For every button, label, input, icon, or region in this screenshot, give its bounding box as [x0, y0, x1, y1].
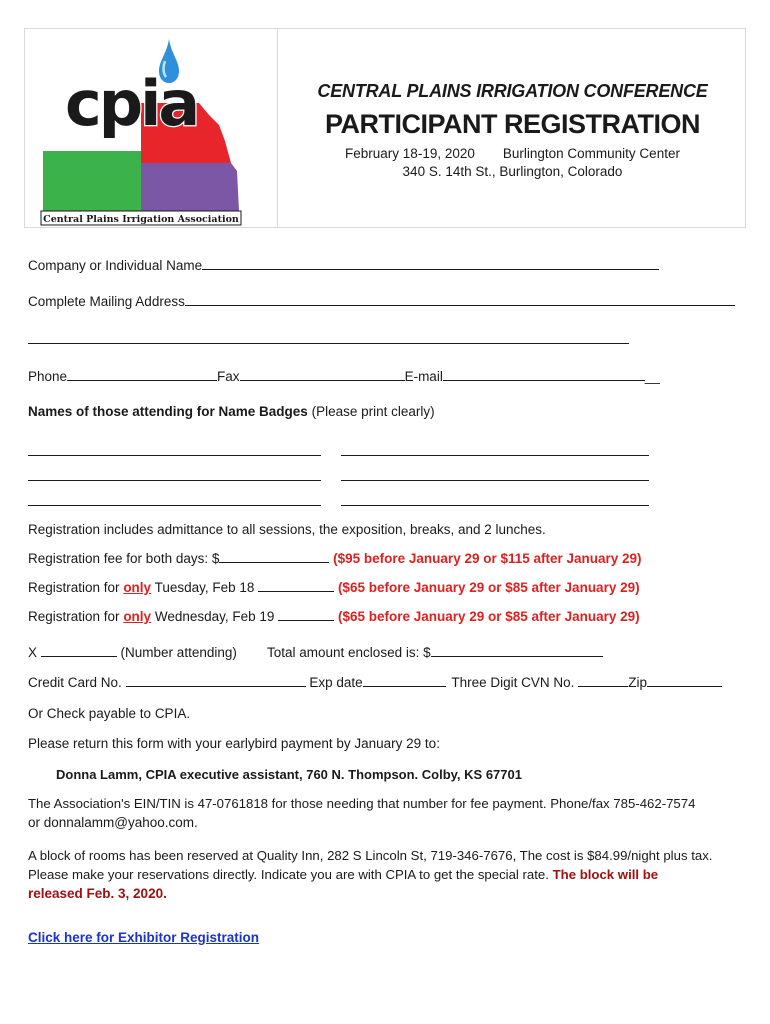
logo-association-name: Central Plains Irrigation Association	[43, 214, 239, 225]
page-title: PARTICIPANT REGISTRATION	[325, 109, 700, 139]
badge-name-line-2[interactable]	[341, 455, 649, 456]
exp-label: Exp date	[309, 675, 363, 690]
wednesday-row	[28, 607, 640, 626]
block-release-note: The block will be	[552, 867, 659, 882]
return-text: Please return this form with your earlybird payment by January 29 to:	[28, 736, 440, 751]
logo-kansas-shape	[141, 163, 239, 211]
email-field[interactable]	[443, 367, 645, 381]
mailing-address-line-2[interactable]	[28, 343, 629, 344]
conference-venue: Burlington Community Center	[502, 146, 680, 161]
tuesday-row	[28, 578, 640, 597]
wednesday-price: ($65 before January 29 or $85 after January 29)	[337, 609, 640, 624]
badges-heading	[28, 403, 435, 421]
block-release-date: released Feb. 3, 2020.	[28, 886, 167, 901]
attending-row	[28, 643, 237, 662]
cvn-field[interactable]	[578, 673, 628, 687]
phone-field[interactable]	[67, 367, 217, 381]
badge-name-line-3[interactable]	[28, 480, 321, 481]
phone-label: Phone	[28, 369, 68, 384]
cc-number-field[interactable]	[126, 673, 306, 687]
tuesday-label: Tuesday, Feb 18	[154, 580, 255, 595]
badges-label: Names of those attending for Name Badges	[28, 404, 308, 419]
mailing-address-field[interactable]	[185, 292, 735, 306]
zip-label: Zip	[628, 675, 647, 690]
tuesday-price: ($65 before January 29 or $85 after January 29)	[337, 580, 640, 595]
registration-includes: Registration includes admittance to all sessions, the exposition, breaks, and 2 lunches.	[28, 522, 546, 537]
badges-note: (Please print clearly)	[311, 404, 435, 419]
number-attending-label: (Number attending)	[120, 645, 237, 660]
both-days-amount-field[interactable]	[219, 549, 329, 563]
total-row	[267, 643, 603, 662]
badge-name-line-5[interactable]	[28, 505, 321, 506]
both-days-label: Registration fee for both days: $	[28, 551, 220, 566]
badge-name-line-1[interactable]	[28, 455, 321, 456]
ein-line-1: The Association's EIN/TIN is 47-0761818 for those needing that number for fee payment. Phone/fax 785-462-7574	[28, 796, 696, 811]
contact-row	[28, 367, 660, 386]
check-text: Or Check payable to CPIA.	[28, 706, 191, 721]
mailing-row	[28, 292, 735, 311]
logo-letters: cpia	[65, 67, 198, 140]
conference-name: CENTRAL PLAINS IRRIGATION CONFERENCE	[317, 81, 708, 101]
venue-address: 340 S. 14th St., Burlington, Colorado	[402, 164, 623, 179]
wednesday-amount-field[interactable]	[278, 607, 334, 621]
wednesday-only: only	[123, 609, 152, 624]
tuesday-reg-for: Registration for	[28, 580, 120, 595]
hotel-instructions: Please make your reservations directly. Indicate you are with CPIA to get the special rate.	[28, 867, 549, 882]
logo-colorado-shape	[43, 151, 141, 211]
wednesday-reg-for: Registration for	[28, 609, 120, 624]
exhibitor-registration-link[interactable]: Click here for Exhibitor Registration	[28, 930, 260, 945]
badge-name-line-6[interactable]	[341, 505, 649, 506]
fax-field[interactable]	[240, 367, 405, 381]
tuesday-only: only	[123, 580, 152, 595]
badge-name-line-4[interactable]	[341, 480, 649, 481]
hotel-line-1: A block of rooms has been reserved at Quality Inn, 282 S Lincoln St, 719-346-7676, The cost is $84.99/night plus tax.	[28, 848, 713, 863]
total-amount-field[interactable]	[431, 643, 603, 657]
number-attending-field[interactable]	[41, 643, 117, 657]
company-label: Company or Individual Name	[28, 258, 203, 273]
contact-address: Donna Lamm, CPIA executive assistant, 760 N. Thompson. Colby, KS 67701	[56, 767, 522, 782]
date-venue-line	[278, 146, 747, 161]
company-field[interactable]	[202, 256, 659, 270]
hotel-line-2	[28, 866, 658, 884]
tuesday-amount-field[interactable]	[258, 578, 334, 592]
wednesday-label: Wednesday, Feb 19	[154, 609, 275, 624]
both-days-row	[28, 549, 642, 568]
both-days-price: ($95 before January 29 or $115 after January 29)	[333, 551, 642, 566]
ein-line-2: or donnalamm@yahoo.com.	[28, 815, 198, 830]
total-label: Total amount enclosed is: $	[267, 645, 431, 660]
cpia-logo	[31, 33, 273, 227]
conference-dates: February 18-19, 2020	[345, 146, 475, 161]
exp-date-field[interactable]	[363, 673, 446, 687]
zip-field[interactable]	[647, 673, 722, 687]
email-label: E-mail	[404, 369, 443, 384]
company-row	[28, 256, 659, 275]
cc-label: Credit Card No.	[28, 675, 122, 690]
email-tail: __	[644, 369, 660, 384]
header-box	[24, 28, 746, 228]
fax-label: Fax	[217, 369, 240, 384]
cvn-label: Three Digit CVN No.	[451, 675, 575, 690]
mailing-label: Complete Mailing Address	[28, 294, 185, 309]
x-label: X	[28, 645, 38, 660]
credit-card-row	[28, 673, 722, 692]
